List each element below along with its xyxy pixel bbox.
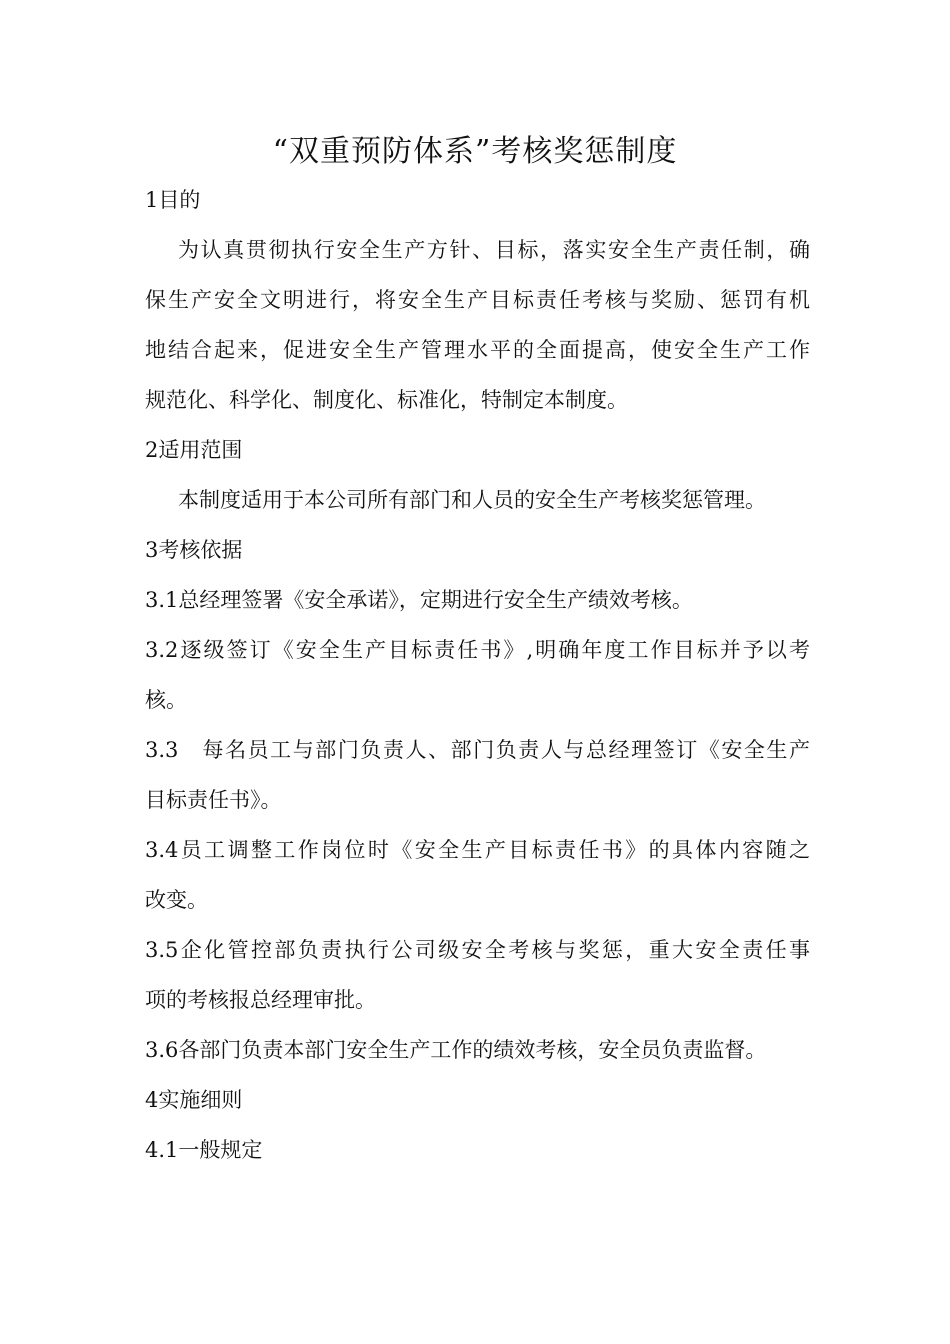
paragraph-line: 地结合起来，促进安全生产管理水平的全面提高，使安全生产工作 (145, 338, 810, 362)
clause-line: 3.6各部门负责本部门安全生产工作的绩效考核，安全员负责监督。 (145, 1038, 767, 1062)
clause-line: 项的考核报总经理审批。 (145, 988, 376, 1012)
clause-line: 3.1总经理签署《安全承诺》，定期进行安全生产绩效考核。 (145, 588, 693, 612)
clause-line: 3.3 每名员工与部门负责人、部门负责人与总经理签订《安全生产 (145, 738, 810, 762)
paragraph-line: 为认真贯彻执行安全生产方针、目标，落实安全生产责任制，确 (178, 238, 810, 262)
paragraph-line: 规范化、科学化、制度化、标准化，特制定本制度。 (145, 388, 628, 412)
section-heading-scope: 2适用范围 (145, 438, 243, 462)
clause-line: 目标责任书》。 (145, 788, 282, 812)
paragraph-line: 保生产安全文明进行，将安全生产目标责任考核与奖励、惩罚有机 (145, 288, 810, 312)
section-heading-basis: 3考核依据 (145, 538, 243, 562)
clause-line: 3.4员工调整工作岗位时《安全生产目标责任书》的具体内容随之 (145, 838, 810, 862)
subsection-heading: 4.1一般规定 (145, 1138, 263, 1162)
clause-line: 3.2逐级签订《安全生产目标责任书》,明确年度工作目标并予以考 (145, 638, 810, 662)
clause-line: 改变。 (145, 888, 208, 912)
section-heading-purpose: 1目的 (145, 188, 201, 212)
document-title: “双重预防体系”考核奖惩制度 (272, 134, 678, 169)
clause-line: 核。 (145, 688, 187, 712)
section-heading-implementation: 4实施细则 (145, 1088, 243, 1112)
paragraph-line: 本制度适用于本公司所有部门和人员的安全生产考核奖惩管理。 (178, 488, 766, 512)
clause-line: 3.5企化管控部负责执行公司级安全考核与奖惩，重大安全责任事 (145, 938, 810, 962)
